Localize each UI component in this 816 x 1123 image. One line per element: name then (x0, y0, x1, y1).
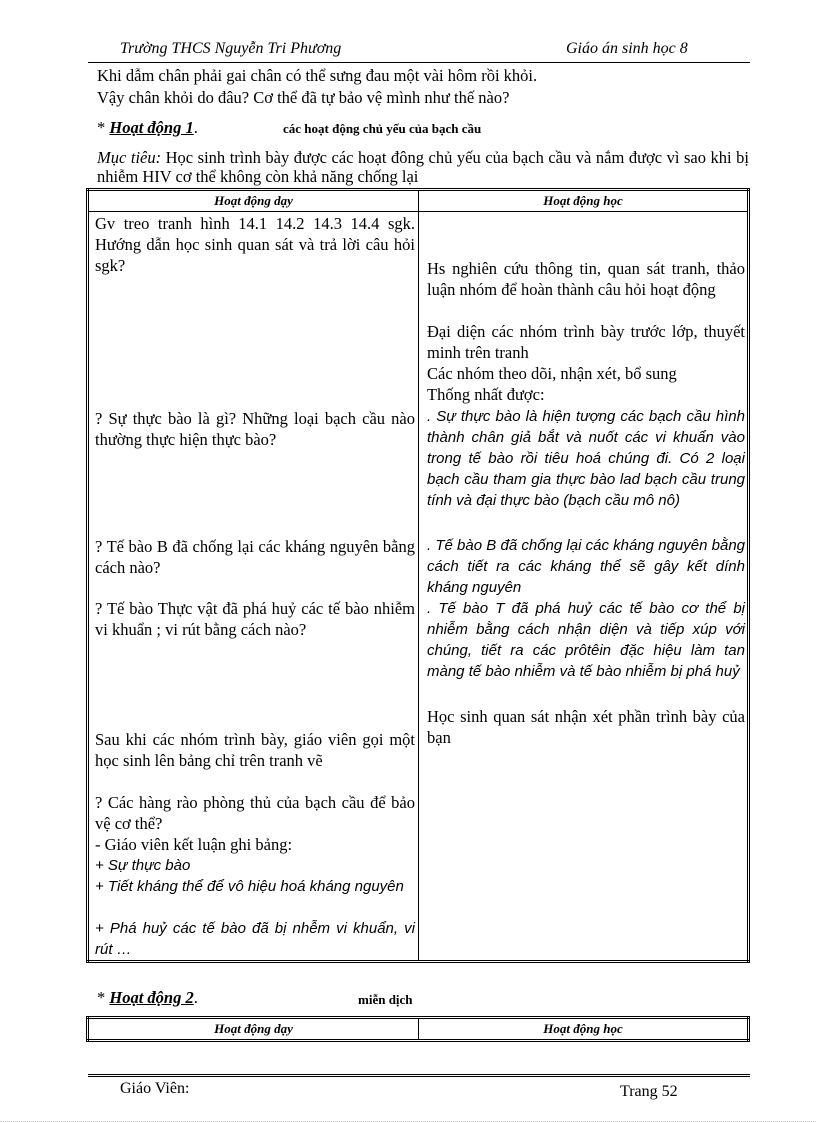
header-subject: Giáo án sinh học 8 (566, 40, 688, 57)
student-column (419, 212, 749, 962)
footer-teacher: Giáo Viên: (120, 1080, 190, 1097)
activity-2-title: miễn dịch (358, 992, 413, 1007)
activity-1-goal (97, 148, 749, 186)
student-item: Các nhóm theo dõi, nhận xét, bổ sung (427, 364, 677, 383)
goal-text: Học sinh trình bày được các hoạt đông chủ yếu của bạch cầu và nắm được vì sao khi bị nhiễm HIV cơ thể không còn khả năng chống lại (97, 148, 749, 186)
teacher-item: ? Các hàng rào phòng thủ của bạch cầu để bảo vệ cơ thể? (95, 793, 415, 833)
student-item: Học sinh quan sát nhận xét phần trình bày của bạn (427, 707, 745, 747)
intro-line-1: Khi dẫm chân phải gai chân có thể sưng đau một vài hôm rồi khỏi. (97, 66, 538, 85)
student-item: . Tế bào T đã phá huỷ các tế bào cơ thể bị nhiễm bằng cách nhận diện và tiếp xúp với chúng, tiết ra các prôtêin đặc hiệu làm tan màng tế bào nhiễm và tế bào nhiễm bị phá huỷ (427, 600, 745, 680)
activity-1-table (86, 188, 750, 963)
intro-line-2: Vậy chân khỏi do đâu? Cơ thể đã tự bảo vệ mình như thế nào? (97, 88, 510, 107)
teacher-item: ? Tế bào Thực vật đã phá huỷ các tế bào nhiễm vi khuẩn ; vi rút bằng cách nào? (95, 599, 415, 639)
student-item: . Tế bào B đã chống lại các kháng nguyên bằng cách tiết ra các kháng thể sẽ gây kết dính kháng nguyên (427, 537, 745, 596)
activity-2-table (86, 1016, 750, 1042)
teacher-item: - Giáo viên kết luận ghi bảng: (95, 835, 293, 854)
header-rule (88, 62, 750, 63)
page-edge (0, 1121, 816, 1122)
teacher-column (88, 212, 419, 962)
student-item: . Sự thực bào là hiện tượng các bạch cầu hình thành chân giả bắt và nuốt các vi khuẩn vào trong tế bào rồi tiêu hoá chúng đi. Có 2 loại bạch cầu tham gia thực bào lad bạch cầu trung tính và đại thực bào (bạch cầu mô nô) (427, 408, 745, 509)
student-item: Thống nhất được: (427, 385, 545, 404)
col-header-teacher: Hoạt động dạy (88, 190, 419, 212)
col-header-teacher: Hoạt động dạy (88, 1018, 419, 1041)
student-item: Đại diện các nhóm trình bày trước lớp, thuyết minh trên tranh (427, 322, 745, 362)
footer-page-number: Trang 52 (620, 1083, 678, 1100)
teacher-item: + Tiết kháng thể để vô hiệu hoá kháng nguyên (95, 878, 404, 895)
col-header-student: Hoạt động học (419, 1018, 749, 1041)
goal-label: Mục tiêu: (97, 148, 162, 167)
activity-1-label: Hoạt động 1 (109, 118, 194, 137)
teacher-item: + Sự thực bào (95, 857, 191, 874)
activity-2-heading: * Hoạt động 2. (97, 988, 198, 1007)
teacher-item: Sau khi các nhóm trình bày, giáo viên gọi một học sinh lên bảng chỉ trên tranh vẽ (95, 730, 415, 770)
activity-1-title: các hoạt động chủ yếu của bạch cầu (283, 121, 482, 136)
teacher-item: ? Sự thực bào là gì? Những loại bạch cầu nào thường thực hiện thực bào? (95, 409, 415, 449)
activity-1-heading: * Hoạt động 1. (97, 118, 198, 137)
header-school: Trường THCS Nguyễn Tri Phương (120, 40, 342, 57)
teacher-item: Gv treo tranh hình 14.1 14.2 14.3 14.4 sgk. Hướng dẫn học sinh quan sát và trả lời câu hỏi sgk? (95, 214, 415, 275)
col-header-student: Hoạt động học (419, 190, 749, 212)
teacher-item: + Phá huỷ các tế bào đã bị nhễm vi khuẩn, vi rút … (95, 920, 415, 958)
student-item: Hs nghiên cứu thông tin, quan sát tranh, thảo luận nhóm để hoàn thành câu hỏi hoạt động (427, 259, 745, 299)
activity-2-label: Hoạt động 2 (109, 988, 194, 1007)
footer-rule (88, 1074, 750, 1077)
teacher-item: ? Tế bào B đã chống lại các kháng nguyên bằng cách nào? (95, 537, 415, 577)
